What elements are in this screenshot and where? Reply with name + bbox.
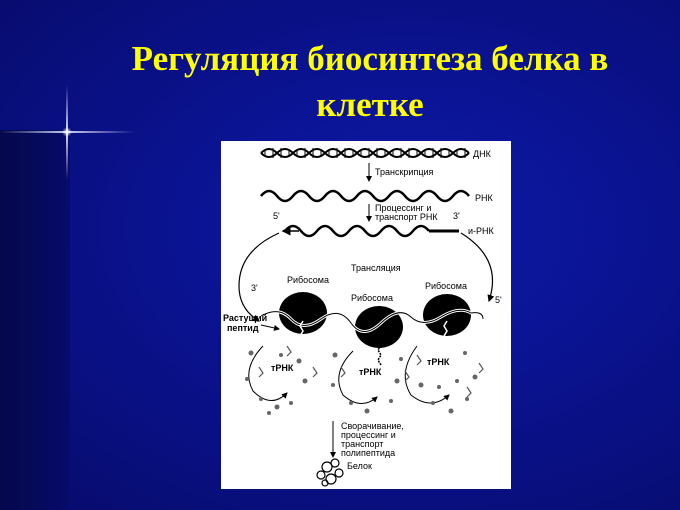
left-dark-band: [0, 130, 70, 510]
label-5prime-ribo: 5': [495, 295, 502, 305]
label-processing-2: транспорт РНК: [375, 212, 438, 222]
title-line-2: клетке: [316, 85, 424, 124]
label-3prime-ribo: 3': [251, 283, 258, 293]
ribosome-1: [279, 292, 327, 334]
sparkle-center: [62, 127, 72, 137]
label-ribosome-3: Рибосома: [425, 281, 467, 291]
cycle-arrow-left: [239, 233, 279, 321]
label-folding-4: полипептида: [341, 448, 396, 458]
label-folding-1: Сворачивание,: [341, 421, 404, 431]
label-ribosome-1: Рибосома: [287, 275, 329, 285]
title-line-1: Регуляция биосинтеза белка в: [131, 39, 609, 78]
label-growing-peptide-1: Растущий: [223, 313, 268, 323]
rna-strand: [261, 191, 469, 201]
label-trnk-1: тРНК: [271, 363, 294, 373]
slide-title: [70, 36, 670, 128]
protein-blob: [317, 459, 343, 486]
label-processing: Процессинг и: [375, 203, 432, 213]
label-trnk-2: тРНК: [359, 367, 382, 377]
label-5prime-left: 5': [273, 211, 280, 221]
label-trnk-3: тРНК: [427, 357, 450, 367]
label-irnk: и-РНК: [468, 226, 494, 236]
diagram-svg: [221, 141, 511, 489]
label-translation: Трансляция: [351, 263, 401, 273]
protein-synthesis-diagram: [221, 141, 511, 489]
dna-helix: [261, 148, 469, 158]
label-growing-peptide-2: пептид: [227, 323, 259, 333]
label-ribosome-2: Рибосома: [351, 293, 393, 303]
label-transcription: Транскрипция: [375, 167, 434, 177]
label-dnk: ДНК: [473, 149, 491, 159]
label-rnk: РНК: [475, 193, 493, 203]
label-protein: Белок: [347, 461, 372, 471]
label-3prime-right: 3': [453, 211, 460, 221]
label-folding-2: процессинг и: [341, 430, 396, 440]
peptide-pointer: [261, 325, 279, 329]
label-folding-3: транспорт: [341, 439, 384, 449]
trna-cycle-3: [405, 346, 449, 403]
mrna-strand: [285, 226, 429, 236]
trna-cycle-2: [339, 351, 377, 404]
